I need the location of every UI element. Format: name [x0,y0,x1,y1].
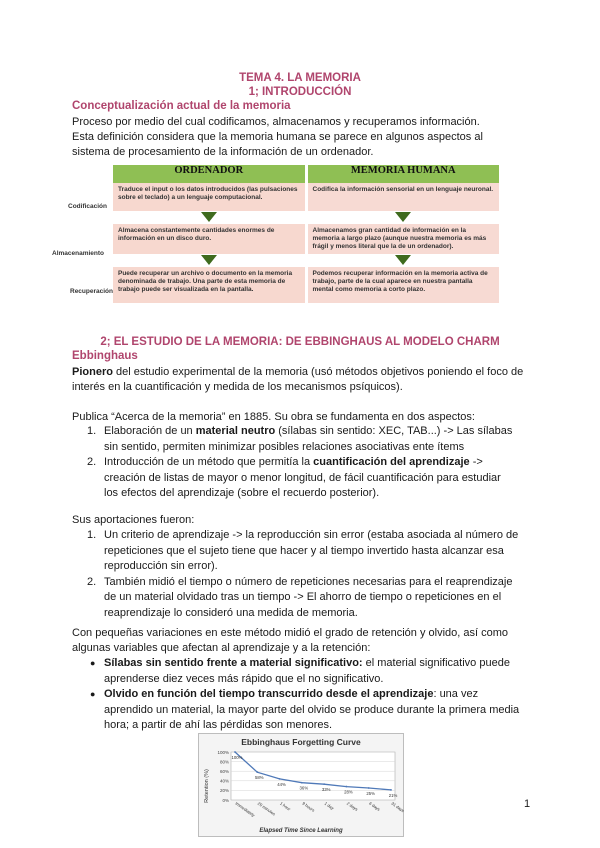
y-tick-label: 100% [217,749,229,755]
bullet-icon: ● [90,658,96,668]
section-title-estudio: 2; EL ESTUDIO DE LA MEMORIA: DE EBBINGHAUS AL MODELO CHARM [100,336,500,348]
data-point [301,782,303,784]
table-header-memoria-humana: MEMORIA HUMANA [308,165,500,183]
paragraph-aportaciones: Sus aportaciones fueron: [72,514,195,526]
contributions-list [72,528,542,621]
list-text: Elaboración de un [104,425,196,437]
list-text: reaprendizaje lo consideró una medida de memoria. [104,606,358,619]
list-item [72,424,542,455]
arrow-cell [113,254,305,267]
list-number: 2. [87,456,97,468]
list-text: aprendido un material, la mayor parte del olvido se produce durante la primera media [104,703,520,716]
paragraph-comparison-line2: sistema de procesamiento de la información de un ordenador. [72,146,374,158]
table-cell: Codifica la información sensorial en un lenguaje neuronal. [308,183,500,211]
list-text: : una vez [433,688,479,700]
data-point [279,778,281,780]
table-cell: Puede recuperar un archivo o documento en la memoria denominada de trabajo. Una parte de esta memoria de trabajo puede ser visualizada en la pantalla. [113,267,305,303]
list-text: los efectos del aprendizaje (sobre el recuerdo posterior). [104,487,380,499]
data-label: 28% [344,789,353,795]
list-text-bold: cuantificación del aprendizaje [313,456,470,468]
row-label-almacenamiento: Almacenamiento [52,250,105,257]
bullet-icon: ● [90,689,96,699]
page-number: 1 [524,798,531,810]
list-number: 1. [87,425,97,437]
list-text: También midió el tiempo o número de repeticiones necesarias para el reaprendizaje [104,575,513,588]
list-text: Un criterio de aprendizaje -> la reproducción sin error (estaba asociada al número de [104,529,519,541]
list-text: creación de listas de mayor o menor longitud, de fácil cuantificación para estudiar [104,471,501,484]
list-text-bold: Sílabas sin sentido frente a material significativo: [104,657,363,669]
section-title-intro: 1; INTRODUCCIÓN [248,86,352,98]
y-tick-label: 0% [222,797,229,803]
x-tick-label: 9 hours [301,800,316,813]
section-heading-conceptualizacion: Conceptualización actual de la memoria [72,100,291,112]
list-text: de un material olvidado tras un tiempo -> El ahorro de tiempo o repeticiones en el [104,591,502,603]
data-label: 100% [231,755,243,760]
list-text: sin sentido, permiten minimizar posibles relaciones asociativas ente ítems [104,440,465,453]
data-label: 25% [366,791,376,796]
list-item [72,528,542,575]
arrow-cell [113,211,305,224]
list-text: hora; a partir de ahí las pérdidas son menores. [104,719,333,731]
data-point [234,751,236,753]
x-tick-label: 20 minutes [256,800,277,817]
chart-ylabel: Retention (%) [204,769,210,803]
list-number: 1. [87,529,97,541]
paragraph-comparison-line1: Esta definición considera que la memoria humana se parece en algunos aspectos al [72,131,483,143]
data-point [346,786,348,788]
x-tick-label: 1 hour [278,800,292,812]
list-text-bold: material neutro [195,425,276,437]
x-tick-label: 2 days [345,800,359,812]
x-tick-label: Immediately [234,800,256,818]
y-tick-label: 60% [219,769,229,774]
paragraph-con-line2: algunas variables que afectan al aprendizaje y a la retención: [72,642,371,654]
paragraph-definition: Proceso por medio del cual codificamos, almacenamos y recuperamos información. [72,116,480,128]
comparison-table [110,165,502,303]
arrow-cell [308,254,500,267]
data-label: 44% [277,781,286,787]
paragraph-con-line1: Con pequeñas variaciones en este método midió el grado de retención y olvido, así como [72,627,508,639]
row-label-codificacion: Codificación [68,203,108,210]
data-label: 21% [388,792,398,798]
data-label: 58% [254,775,264,781]
paragraph-pionero-line2: interés en la cuantificación y medida de los mecanismos psíquicos). [72,381,403,393]
arrow-down-icon [201,255,217,265]
table-cell: Traduce el input o los datos introducidos (las pulsaciones sobre el teclado) a un lenguaje computacional. [113,183,305,211]
x-tick-label: 6 days [368,800,382,812]
list-item [72,575,542,622]
list-text: repeticiones que el sujeto tiene que hacer y al tiempo invertido hasta alcanzar esa [104,544,504,557]
chart-xlabel: Elapsed Time Since Learning [259,828,343,834]
table-cell: Almacenamos gran cantidad de información en la memoria a largo plazo (aunque nuestra memoria es más frágil y menos literal que la de un ordenador). [308,224,500,254]
pionero-bold: Pionero [72,366,113,378]
table-header-ordenador: ORDENADOR [113,165,305,183]
arrow-down-icon [395,212,411,222]
bullet-list [72,656,542,734]
x-tick-label: 31 days [390,800,406,814]
y-tick-label: 80% [219,759,229,765]
paragraph-publica: Publica “Acerca de la memoria” en 1885. Su obra se fundamenta en dos aspectos: [72,411,475,423]
list-text-bold: Olvido en función del tiempo transcurrido desde el aprendizaje [104,688,434,700]
list-text: reproducción sin error). [104,560,218,572]
list-text: aprenderse diez veces más rápido que el no significativo. [104,672,384,685]
data-label: 36% [299,785,309,791]
x-tick-label: 1 day [323,800,335,811]
data-point [323,783,325,785]
arrow-down-icon [395,255,411,265]
paragraph-pionero [72,365,542,381]
document-title: TEMA 4. LA MEMORIA [239,72,361,84]
data-point [390,789,392,791]
data-point [368,787,370,789]
list-text: el material significativo puede [362,657,510,669]
forgetting-curve-chart [198,733,404,837]
list-text: (sílabas sin sentido: XEC, TAB...) -> Las sílabas [275,425,513,437]
heading-ebbinghaus: Ebbinghaus [72,350,138,362]
table-cell: Almacena constantemente cantidades enormes de información en un disco duro. [113,224,305,254]
aspects-list [72,424,542,502]
table-cell: Podemos recuperar información en la memoria activa de trabajo, parte de la cual aparece en nuestra pantalla mental como memoria a corto plazo. [308,267,500,303]
row-label-recuperacion: Recuperación [70,288,113,295]
y-tick-label: 20% [219,788,229,794]
chart-title: Ebbinghaus Forgetting Curve [241,737,361,747]
list-item [72,455,542,502]
y-tick-label: 40% [219,778,229,784]
arrow-cell [308,211,500,224]
data-point [256,771,258,773]
pionero-text: del estudio experimental de la memoria (usó métodos objetivos poniendo el foco de [112,366,524,378]
chart-svg [199,734,406,836]
list-item [72,656,542,687]
arrow-down-icon [201,212,217,222]
list-text: Introducción de un método que permitía la [104,456,314,468]
data-label: 33% [321,787,331,793]
list-number: 2. [87,575,97,588]
list-item [72,687,542,734]
list-text: -> [469,456,483,468]
